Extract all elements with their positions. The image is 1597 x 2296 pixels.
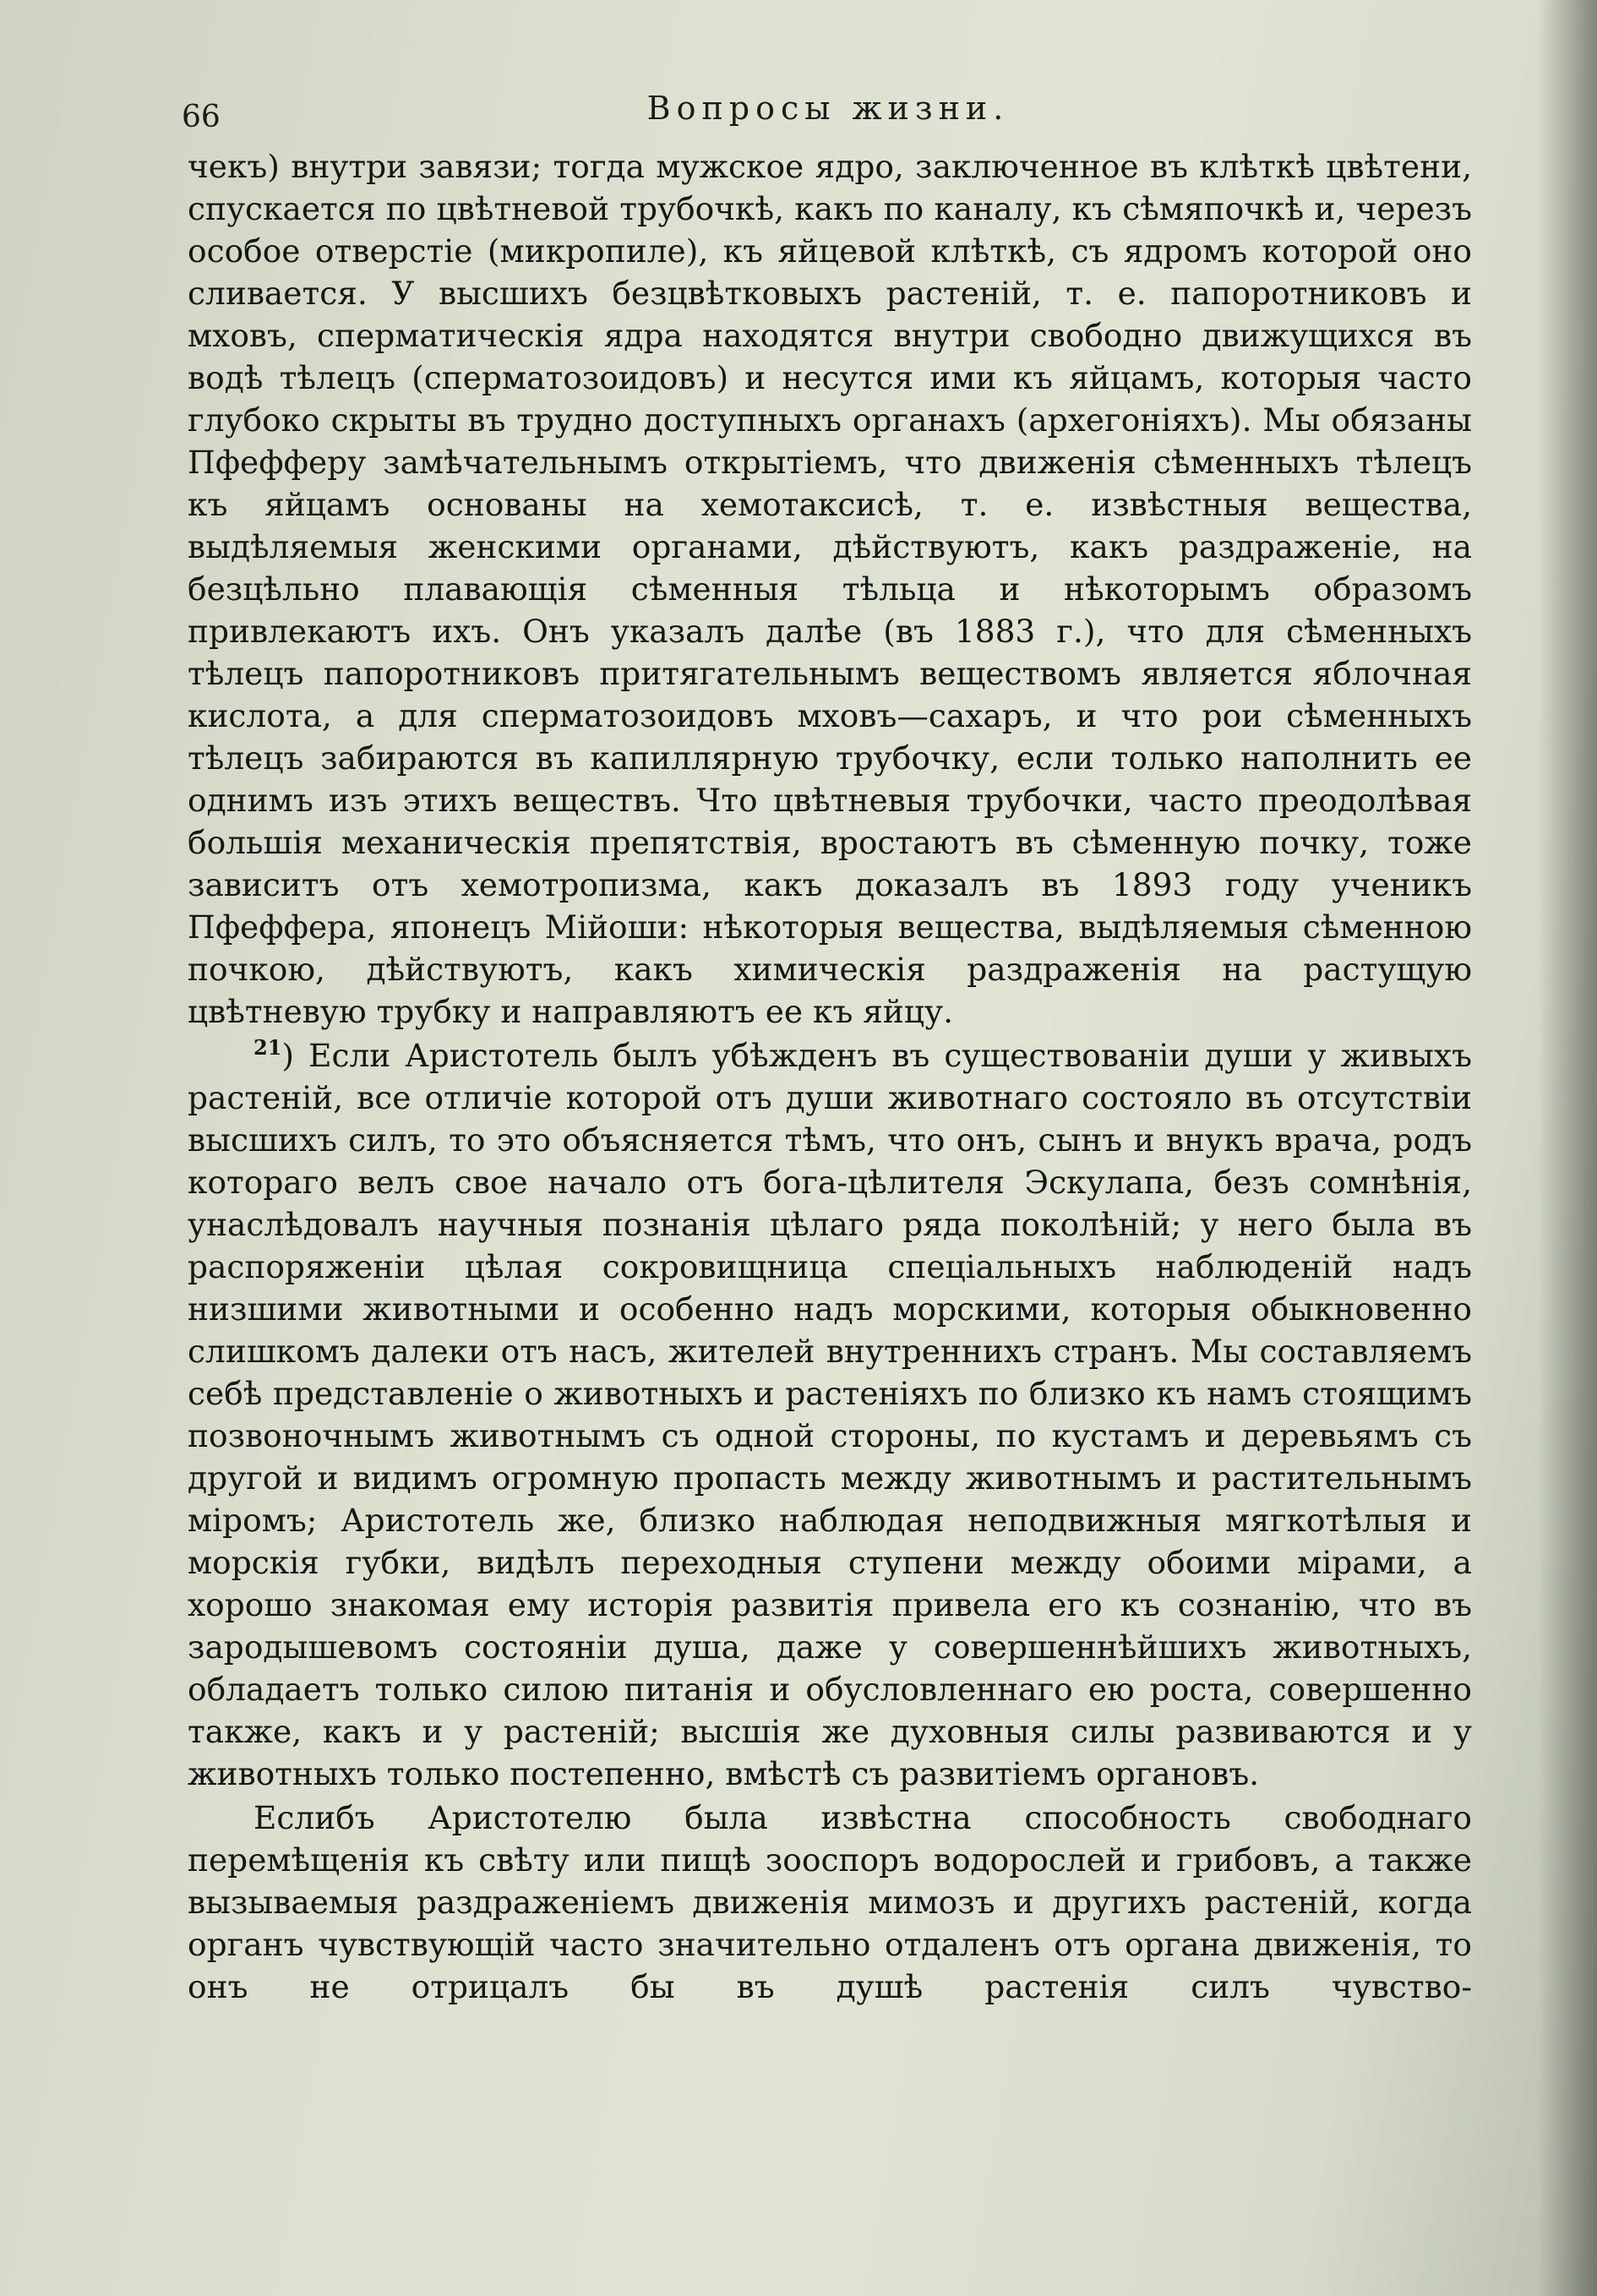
footnote-marker: 21 (253, 1035, 282, 1060)
paragraph-footnote-21: $^{21}$) Если Аристотель былъ убѣжденъ въ существованіи души у живыхъ растеній, все отличіе которой отъ души животнаго состояло въ отсутствіи высшихъ силъ, то это объясняется тѣмъ, что онъ, сынъ и внукъ врача, родъ котораго велъ свое начало отъ бога-цѣлителя Эскулапа, безъ сомнѣнія, унаслѣдовалъ научныя познанія цѣлаго ряда поколѣній; у него была въ распоряженіи цѣлая сокровищница спеціальныхъ наблюденій надъ низшими животными и особенно надъ морскими, которыя обыкновенно слишкомъ далеки отъ насъ, жителей внутреннихъ странъ. Мы составляемъ себѣ представленіе о животныхъ и растеніяхъ по близко къ намъ стоящимъ позвоночнымъ животнымъ съ одной стороны, по кустамъ и деревьямъ съ другой и видимъ огромную пропасть между животнымъ и растительнымъ міромъ; Аристотель же, близко наблюдая неподвижныя мягкотѣлыя и морскія губки, видѣлъ переходныя ступени между обоими мірами, а хорошо знакомая ему исторія развитія привела его къ сознанію, что въ зародышевомъ состояніи душа, даже у совершеннѣйшихъ животныхъ, обладаетъ только силою питанія и обусловленнаго ею роста, совершенно также, какъ и у растеній; высшія же духовныя силы развиваются и у животныхъ только постепенно, вмѣстѣ съ развитіемъ органовъ. (188, 1035, 1472, 1792)
paragraph-continuation: чекъ) внутри завязи; тогда мужское ядро, заключенное въ клѣткѣ цвѣтени, спускается по цвѣтневой трубочкѣ, какъ по каналу, къ сѣмяпочкѣ и, черезъ особое отверстіе (микропиле), къ яйцевой клѣткѣ, съ ядромъ которой оно сливается. У высшихъ безцвѣтковыхъ растеній, т. е. папоротниковъ и мховъ, сперматическія ядра находятся внутри свободно движущихся въ водѣ тѣлецъ (сперматозоидовъ) и несутся ими къ яйцамъ, которыя часто глубоко скрыты въ трудно доступныхъ органахъ (архегоніяхъ). Мы обязаны Пфефферу замѣчательнымъ открытіемъ, что движенія сѣменныхъ тѣлецъ къ яйцамъ основаны на хемотаксисѣ, т. е. извѣстныя вещества, выдѣляемыя женскими органами, дѣйствуютъ, какъ раздраженіе, на безцѣльно плавающія сѣменныя тѣльца и нѣкоторымъ образомъ привлекаютъ ихъ. Онъ указалъ далѣе (въ 1883 г.), что для сѣменныхъ тѣлецъ папоротниковъ притягательнымъ веществомъ является яблочная кислота, а для сперматозоидовъ мховъ—сахаръ, и что рои сѣменныхъ тѣлецъ забираются въ капиллярную трубочку, если только наполнить ее однимъ изъ этихъ веществъ. Что цвѣтневыя трубочки, часто преодолѣвая большія механическія препятствія, вростаютъ въ сѣменную почку, тоже зависитъ отъ хемотропизма, какъ доказалъ въ 1893 году ученикъ Пфеффера, японецъ Мійоши: нѣкоторыя вещества, выдѣляемыя сѣменною почкою, дѣйствуютъ, какъ химическія раздраженія на растущую цвѣтневую трубку и направляютъ ее къ яйцу. (188, 148, 1472, 1030)
page-number: 66 (182, 100, 221, 134)
running-title: Вопросы жизни. (646, 90, 1010, 127)
footnote-21-text: Если Аристотель былъ убѣжденъ въ существованіи души у живыхъ растеній, все отличіе которой отъ души животнаго состояло въ отсутствіи высшихъ силъ, то это объясняется тѣмъ, что онъ, сынъ и внукъ врача, родъ котораго велъ свое начало отъ бога-цѣлителя Эскулапа, безъ сомнѣнія, унаслѣдовалъ научныя познанія цѣлаго ряда поколѣній; у него была въ распоряженіи цѣлая сокровищница спеціальныхъ наблюденій надъ низшими животными и особенно надъ морскими, которыя обыкновенно слишкомъ далеки отъ насъ, жителей внутреннихъ странъ. Мы составляемъ себѣ представленіе о животныхъ и растеніяхъ по близко къ намъ стоящимъ позвоночнымъ животнымъ съ одной стороны, по кустамъ и деревьямъ съ другой и видимъ огромную пропасть между животнымъ и растительнымъ міромъ; Аристотель же, близко наблюдая неподвижныя мягкотѣлыя и морскія губки, видѣлъ переходныя ступени между обоими мірами, а хорошо знакомая ему исторія развитія привела его къ сознанію, что въ зародышевомъ состояніи душа, даже у совершеннѣйшихъ животныхъ, обладаетъ только силою питанія и обусловленнаго ею роста, совершенно также, какъ и у растеній; высшія же духовныя силы развиваются и у животныхъ только постепенно, вмѣстѣ съ развитіемъ органовъ. (188, 1037, 1472, 1792)
paragraph-final: Еслибъ Аристотелю была извѣстна способность свободнаго перемѣщенія къ свѣту или пищѣ зооспоръ водорослей и грибовъ, а также вызываемыя раздраженіемъ движенія мимозъ и другихъ растеній, когда органъ чувствующій часто значительно отдаленъ отъ органа движенія, то онъ не отрицалъ бы въ душѣ растенія силъ чувство- (188, 1799, 1472, 2005)
body-text (188, 145, 1472, 2008)
page-header (182, 85, 1474, 135)
